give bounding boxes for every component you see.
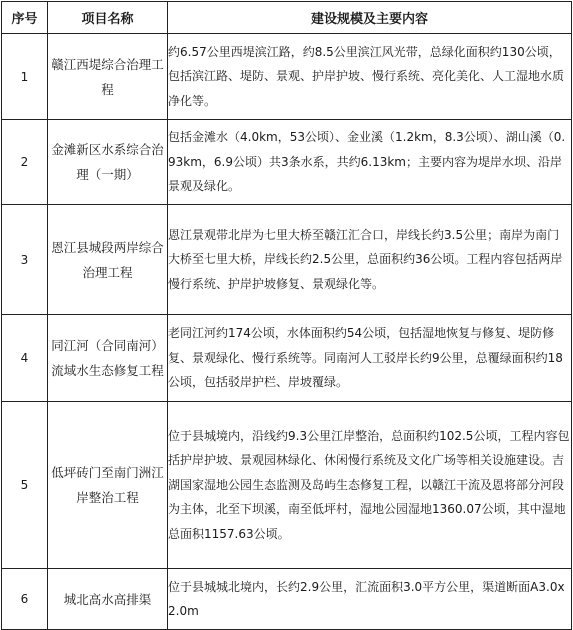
row-content: 恩江景观带北岸为七里大桥至赣江汇合口，岸线长约3.5公里；南岸为南门大桥至七里大桥，岸线长约2.5公里，总面积约36公顷。工程内容包括两岸慢行系统、护岸护坡修复、景观绿化等。 — [168, 205, 572, 315]
row-project-name: 城北高水高排渠 — [48, 569, 168, 630]
row-index: 6 — [2, 569, 48, 630]
table-row — [2, 205, 572, 315]
table-row — [2, 315, 572, 402]
row-content: 老同江河约174公顷，水体面积约54公顷，包括湿地恢复与修复、堤防修复、景观绿化、慢行系统等。同南河人工驳岸长约9公里，总覆绿面积约18公顷，包括驳岸护栏、岸坡覆绿。 — [168, 315, 572, 402]
row-content: 包括金滩水（4.0km，53公顷）、金业溪（1.2km，8.3公顷）、湖山溪（0.93km，6.9公顷）共3条水系，共约6.13km；主要内容为堤岸水坝、沿岸景观及绿化。 — [168, 120, 572, 205]
header-name: 项目名称 — [48, 2, 168, 34]
row-index: 2 — [2, 120, 48, 205]
row-index: 3 — [2, 205, 48, 315]
row-project-name: 同江河（合同南河）流域水生态修复工程 — [48, 315, 168, 402]
header-index: 序号 — [2, 2, 48, 34]
table-row — [2, 120, 572, 205]
row-content: 位于县城境内，沿线约9.3公里江岸整治，总面积约102.5公顷，工程内容包括护岸护坡、景观园林绿化、休闲慢行系统及文化广场等相关设施建设。吉湖国家湿地公园生态监测及岛屿生态修复工程，以赣江干流及恩将部分河段为主体，北至下坝溪，南至低坪村，湿地公园湿地1360.07公顷，其中湿地总面积1157.63公顷。 — [168, 402, 572, 569]
table-row — [2, 569, 572, 630]
header-content: 建设规模及主要内容 — [168, 2, 572, 34]
row-project-name: 低坪砖门至南门洲江岸整治工程 — [48, 402, 168, 569]
row-project-name: 金滩新区水系综合治理（一期） — [48, 120, 168, 205]
row-content: 位于县城城北境内，长约2.9公里，汇流面积3.0平方公里，渠道断面A3.0x2.0m — [168, 569, 572, 630]
table-row — [2, 34, 572, 120]
table-row — [2, 402, 572, 569]
header-row — [2, 2, 572, 34]
row-index: 5 — [2, 402, 48, 569]
row-index: 1 — [2, 34, 48, 120]
row-index: 4 — [2, 315, 48, 402]
row-project-name: 恩江县城段两岸综合治理工程 — [48, 205, 168, 315]
row-content: 约6.57公里西堤滨江路，约8.5公里滨江风光带，总绿化面积约130公顷，包括滨江路、堤防、景观、护岸护坡、慢行系统、亮化美化、人工湿地水质净化等。 — [168, 34, 572, 120]
row-project-name: 赣江西堤综合治理工程 — [48, 34, 168, 120]
project-table — [1, 1, 572, 630]
